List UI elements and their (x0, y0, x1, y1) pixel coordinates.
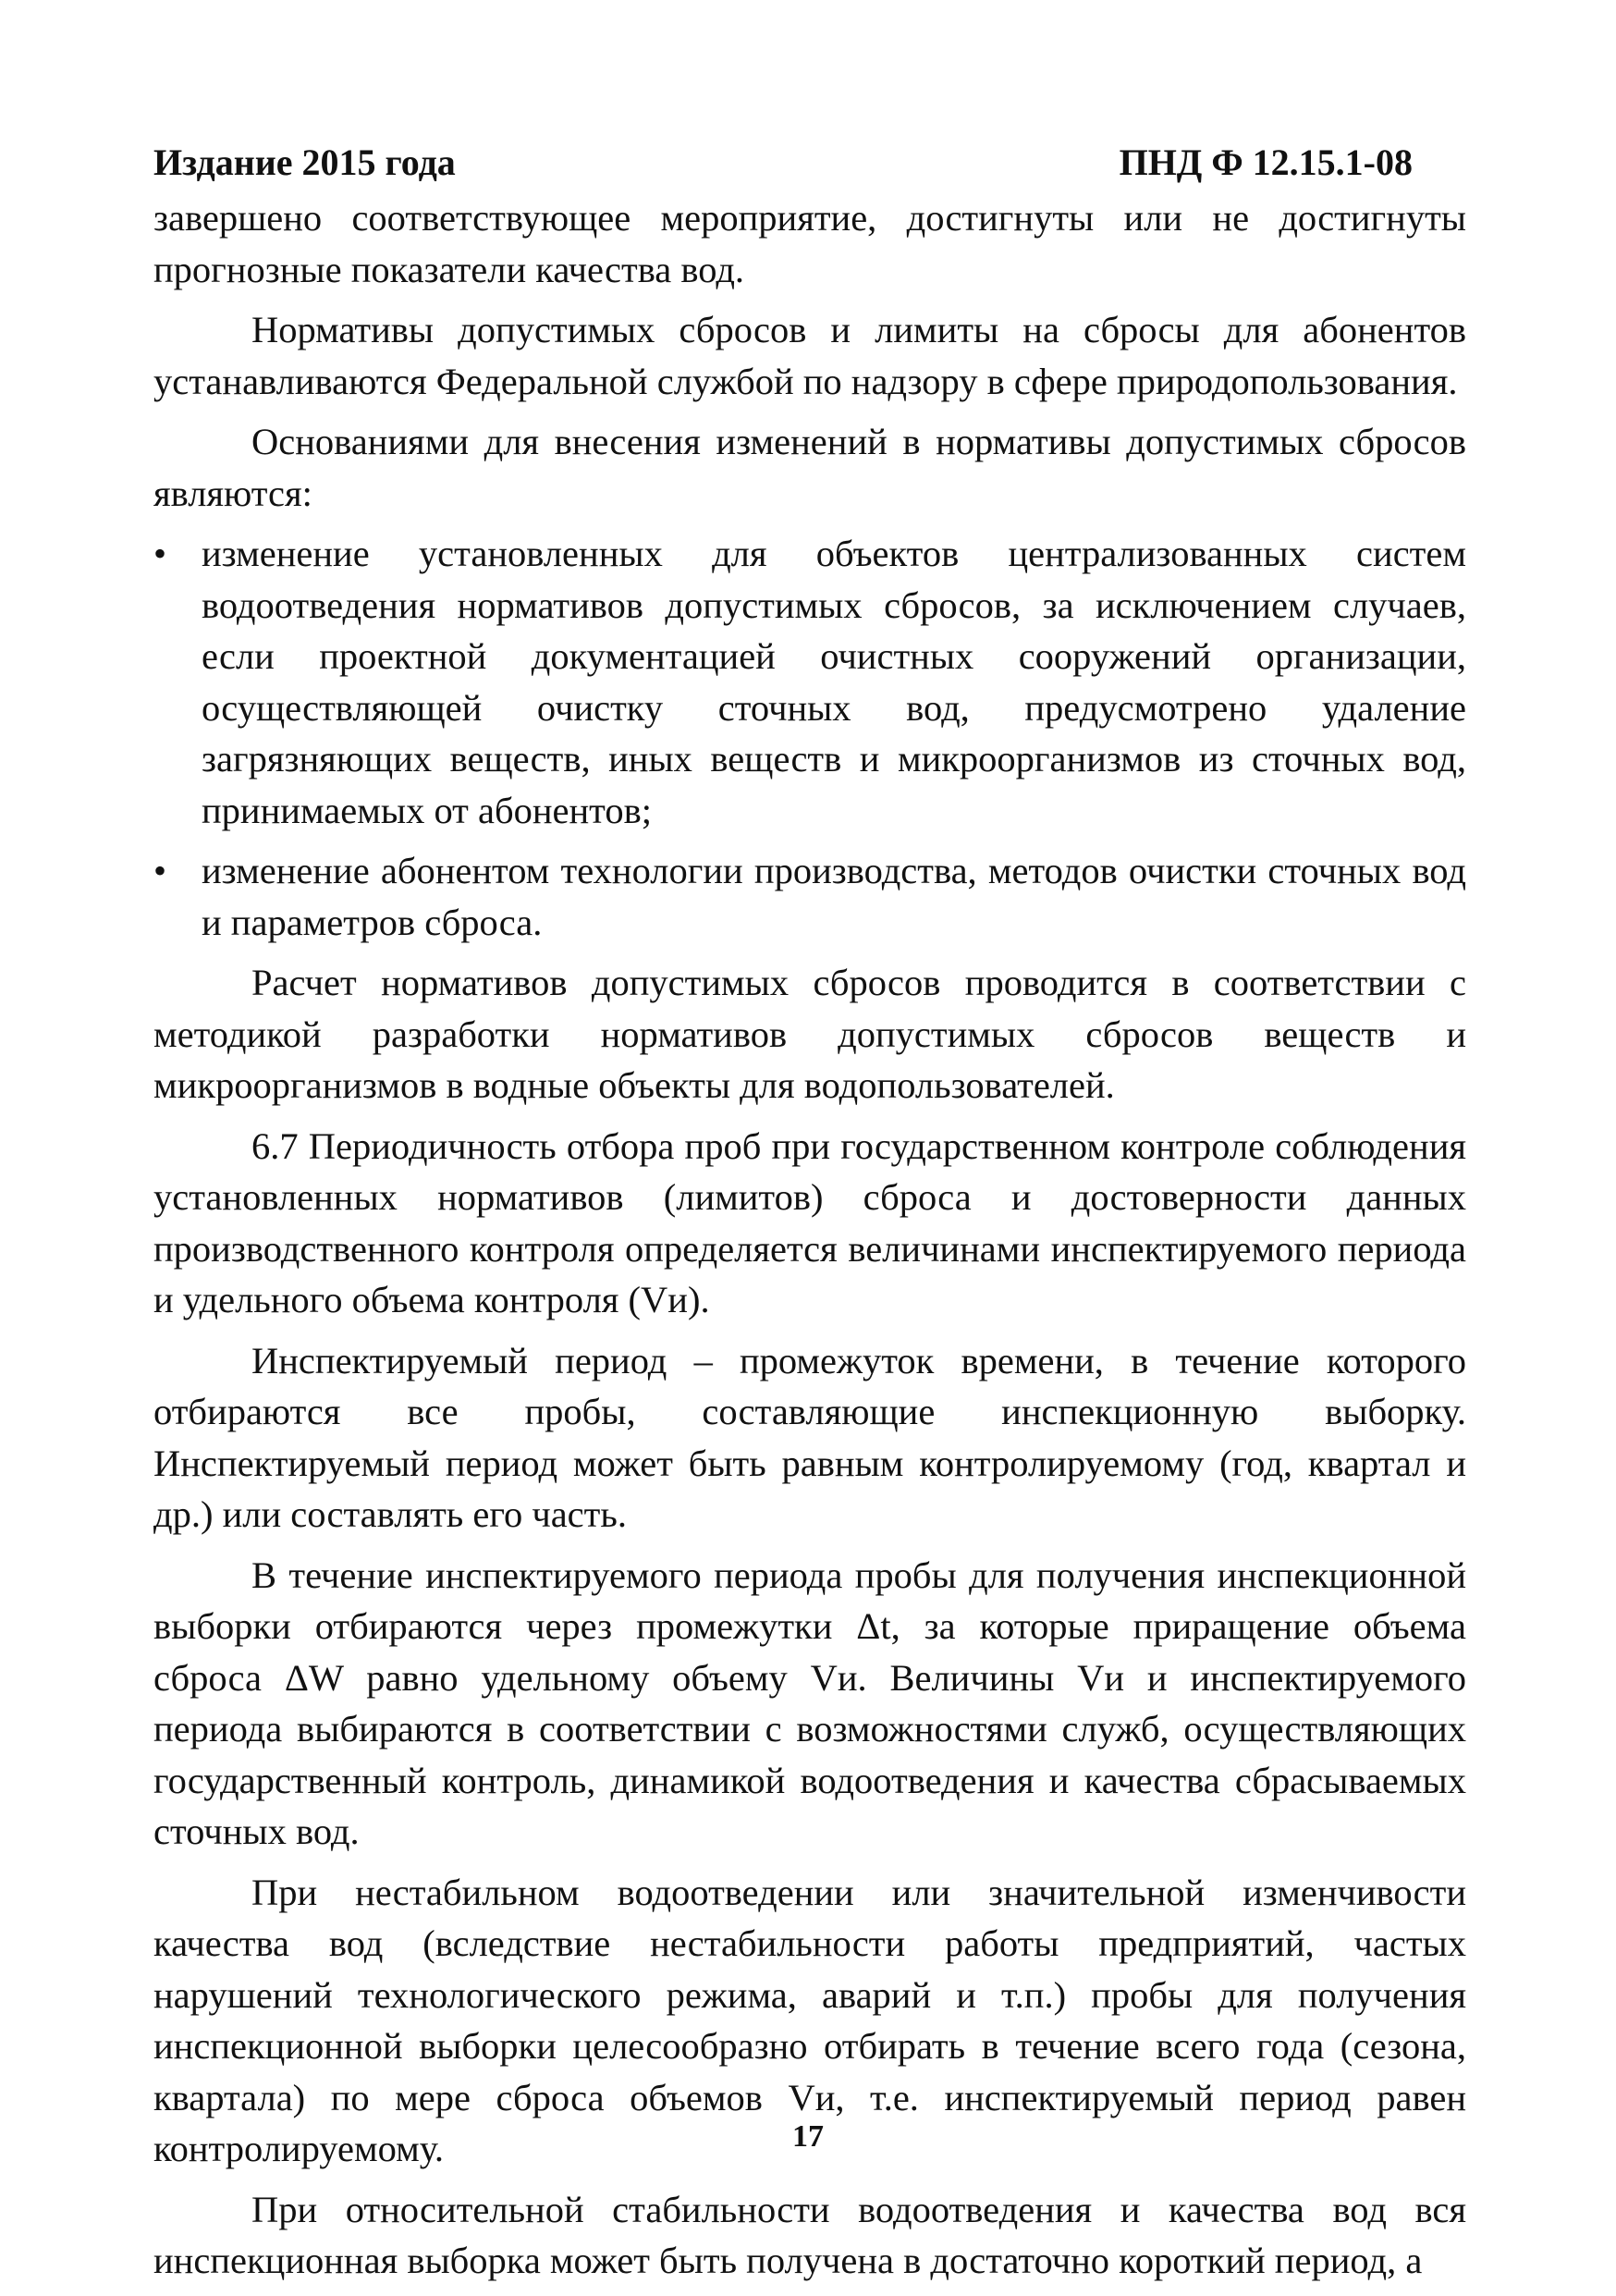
paragraph: При нестабильном водоотведении или значительной изменчивости качества вод (вследствие нестабильности работы предприятий, частых нарушений технологического режима, аварий и т.п.) пробы для получения инспекционной выборки целесообразно отбирать в течение всего года (сезона, квартала) по мере сброса объемов Vи, т.е. инспектируемый период равен контролируемому. (153, 1871, 1466, 2169)
bullet-item (153, 528, 1466, 845)
bullet-icon: • (153, 533, 167, 574)
bullet-text: изменение абонентом технологии производства, методов очистки сточных вод и параметров сброса. (202, 850, 1466, 943)
paragraph: В течение инспектируемого периода пробы для получения инспекционной выборки отбираются через промежутки Δt, за которые приращение объема сброса ΔW равно удельному объему Vи. Величины Vи и инспектируемого периода выбираются в соответствии с возможностями служб, осуществляющих государственный контроль, динамикой водоотведения и качества сбрасываемых сточных вод. (153, 1553, 1466, 1852)
paragraph: Основаниями для внесения изменений в нормативы допустимых сбросов являются: (153, 421, 1466, 514)
paragraph: 6.7 Периодичность отбора проб при государственном контроле соблюдения установленных нормативов (лимитов) сброса и достоверности данных производственного контроля определяется величинами инспектируемого периода и удельного объема контроля (Vи). (153, 1124, 1466, 1320)
document-body (153, 192, 1466, 2296)
edition-label: Издание 2015 года (153, 141, 456, 183)
bullet-text: изменение установленных для объектов централизованных систем водоотведения нормативов допустимых сбросов, за исключением случаев, если проектной документацией очистных сооружений организации, осуществляющей очистку сточных вод, предусмотрено удаление загрязняющих веществ, иных веществ и микроорганизмов из сточных вод, принимаемых от абонентов; (202, 533, 1466, 831)
paragraph: Инспектируемый период – промежуток времени, в течение которого отбираются все пробы, составляющие инспекционную выборку. Инспектируемый период может быть равным контролируемому (год, квартал и др.) или составлять его часть. (153, 1339, 1466, 1535)
bullet-item (153, 845, 1466, 957)
page-header (153, 141, 1413, 185)
document-code: ПНД Ф 12.15.1-08 (1119, 141, 1413, 183)
paragraph: Нормативы допустимых сбросов и лимиты на сбросы для абонентов устанавливаются Федеральной службой по надзору в сфере природопользования. (153, 309, 1466, 402)
page-number: 17 (792, 2119, 824, 2154)
paragraph: Расчет нормативов допустимых сбросов проводится в соответствии с методикой разработки нормативов допустимых сбросов веществ и микроорганизмов в водные объекты для водопользователей. (153, 962, 1466, 1106)
bullet-icon: • (153, 850, 167, 891)
paragraph: завершено соответствующее мероприятие, достигнуты или не достигнуты прогнозные показатели качества вод. (153, 197, 1466, 290)
paragraph: При относительной стабильности водоотведения и качества вод вся инспекционная выборка может быть получена в достаточно короткий период, а (153, 2188, 1466, 2281)
